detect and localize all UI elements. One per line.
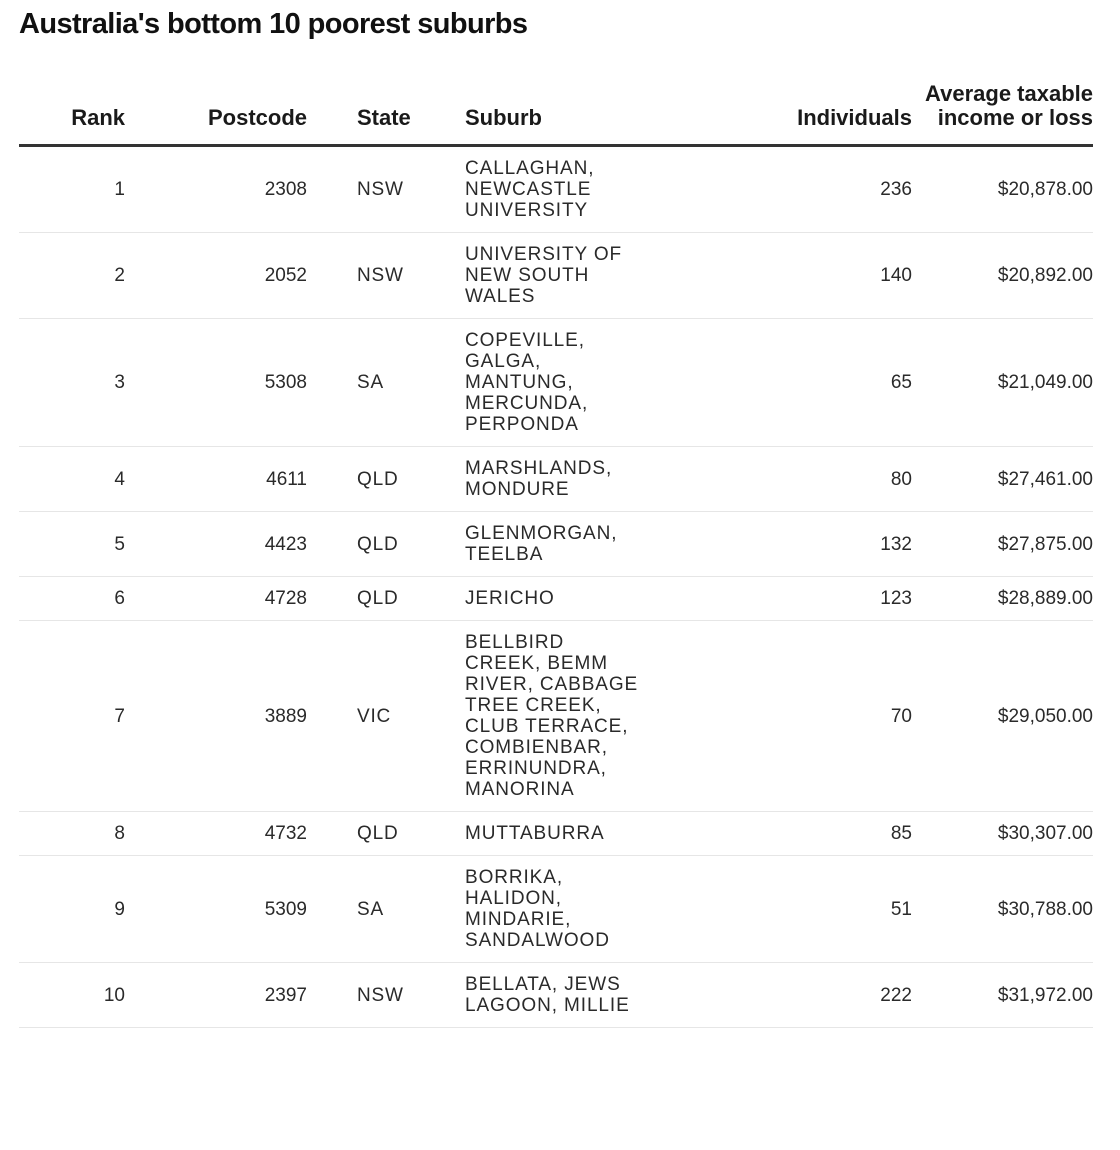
cell-postcode: 4732 [125,812,307,856]
column-header-income: Average taxable income or loss [912,82,1093,146]
cell-state: VIC [307,621,417,812]
cell-suburb [417,577,689,621]
column-header-rank: Rank [19,82,125,146]
column-header-suburb: Suburb [417,82,689,146]
cell-state: SA [307,856,417,963]
cell-suburb [417,621,689,812]
cell-rank: 9 [19,856,125,963]
cell-individuals: 236 [689,146,912,233]
suburb-text: CALLAGHAN, NEWCASTLE UNIVERSITY [465,158,595,221]
cell-state: QLD [307,812,417,856]
cell-individuals: 123 [689,577,912,621]
cell-postcode: 2308 [125,146,307,233]
cell-rank: 5 [19,512,125,577]
column-header-state: State [307,82,417,146]
table-row [19,512,1093,577]
cell-suburb [417,812,689,856]
table-row [19,621,1093,812]
table-row [19,447,1093,512]
cell-individuals: 51 [689,856,912,963]
cell-income: $29,050.00 [912,621,1093,812]
suburb-text: UNIVERSITY OF NEW SOUTH WALES [465,244,623,307]
suburb-text: BORRIKA, HALIDON, MINDARIE, SANDALWOOD [465,867,610,951]
cell-state: SA [307,319,417,447]
table-row [19,319,1093,447]
table-row [19,577,1093,621]
cell-income: $20,892.00 [912,233,1093,319]
cell-rank: 3 [19,319,125,447]
cell-postcode: 3889 [125,621,307,812]
cell-individuals: 65 [689,319,912,447]
cell-suburb [417,512,689,577]
header-row [19,82,1093,146]
table-row [19,812,1093,856]
cell-state: NSW [307,146,417,233]
cell-state: QLD [307,512,417,577]
cell-postcode: 4611 [125,447,307,512]
table-title: Australia's bottom 10 poorest suburbs [19,8,528,40]
cell-income: $21,049.00 [912,319,1093,447]
cell-postcode: 4423 [125,512,307,577]
cell-individuals: 140 [689,233,912,319]
table-row [19,856,1093,963]
cell-rank: 1 [19,146,125,233]
suburb-text: MUTTABURRA [465,823,605,844]
cell-postcode: 5308 [125,319,307,447]
cell-income: $27,875.00 [912,512,1093,577]
cell-state: QLD [307,447,417,512]
cell-suburb [417,233,689,319]
cell-individuals: 70 [689,621,912,812]
cell-individuals: 85 [689,812,912,856]
cell-suburb [417,963,689,1028]
cell-income: $27,461.00 [912,447,1093,512]
cell-income: $31,972.00 [912,963,1093,1028]
cell-individuals: 222 [689,963,912,1028]
cell-state: NSW [307,233,417,319]
cell-suburb [417,447,689,512]
income-table [19,82,1093,1028]
suburb-text: GLENMORGAN, TEELBA [465,523,618,565]
table-body [19,146,1093,1028]
cell-individuals: 80 [689,447,912,512]
cell-income: $28,889.00 [912,577,1093,621]
cell-rank: 2 [19,233,125,319]
column-header-postcode: Postcode [125,82,307,146]
table-row [19,146,1093,233]
cell-rank: 7 [19,621,125,812]
cell-income: $30,307.00 [912,812,1093,856]
suburb-text: JERICHO [465,588,555,609]
column-header-individuals: Individuals [689,82,912,146]
cell-suburb [417,319,689,447]
suburb-text: BELLATA, JEWS LAGOON, MILLIE [465,974,630,1016]
suburb-text: BELLBIRD CREEK, BEMM RIVER, CABBAGE TREE CREEK, CLUB TERRACE, COMBIENBAR, ERRINUNDRA, MANORINA [465,632,639,800]
cell-suburb [417,146,689,233]
cell-postcode: 2052 [125,233,307,319]
cell-rank: 4 [19,447,125,512]
cell-postcode: 2397 [125,963,307,1028]
table-row [19,233,1093,319]
cell-rank: 8 [19,812,125,856]
suburb-text: COPEVILLE, GALGA, MANTUNG, MERCUNDA, PERPONDA [465,330,589,435]
cell-postcode: 4728 [125,577,307,621]
cell-state: NSW [307,963,417,1028]
cell-income: $20,878.00 [912,146,1093,233]
suburb-text: MARSHLANDS, MONDURE [465,458,613,500]
cell-rank: 6 [19,577,125,621]
cell-rank: 10 [19,963,125,1028]
cell-income: $30,788.00 [912,856,1093,963]
table-row [19,963,1093,1028]
cell-postcode: 5309 [125,856,307,963]
cell-suburb [417,856,689,963]
cell-state: QLD [307,577,417,621]
cell-individuals: 132 [689,512,912,577]
